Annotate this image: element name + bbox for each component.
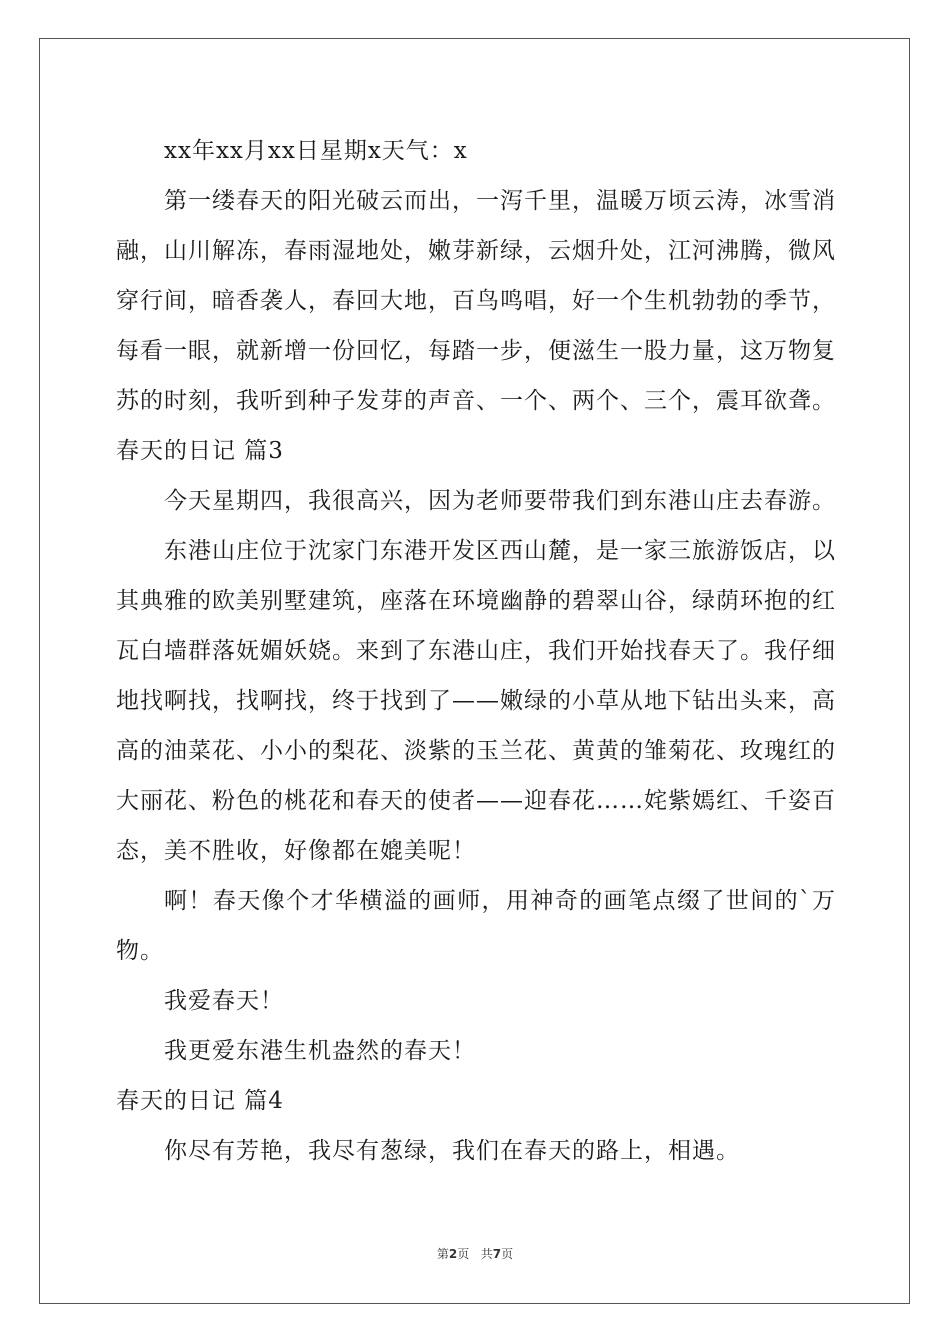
paragraph-donggang-villa: 东港山庄位于沈家门东港开发区西山麓，是一家三旅游饭店，以其典雅的欧美别墅建筑，座落在环境幽静的碧翠山谷，绿荫环抱的红瓦白墙群落妩媚妖娆。来到了东港山庄，我们开始找春天了。我仔细地找啊找，找啊找，终于找到了——嫩绿的小草从地下钻出头来，高高的油菜花、小小的梨花、淡紫的玉兰花、黄黄的雏菊花、玫瑰红的大丽花、粉色的桃花和春天的使者——迎春花……姹紫嫣红、千姿百态，美不胜收，好像都在媲美呢！ <box>116 538 836 864</box>
paragraph-spring-outing: 今天星期四，我很高兴，因为老师要带我们到东港山庄去春游。 <box>164 488 836 514</box>
section-heading-4: 春天的日记 篇4 <box>116 1088 284 1114</box>
footer-suffix: 页 <box>501 1247 514 1261</box>
total-pages-number: 7 <box>492 1247 502 1261</box>
paragraph-love-donggang-spring: 我更爱东港生机盎然的春天！ <box>164 1038 476 1064</box>
document-body <box>116 126 836 1176</box>
diary-date-line: xx年xx月xx日星期x天气：x <box>164 138 468 164</box>
current-page-number: 2 <box>448 1247 458 1261</box>
paragraph-meet-on-spring-road: 你尽有芳艳，我尽有葱绿，我们在春天的路上，相遇。 <box>164 1138 740 1164</box>
paragraph-spring-painter: 啊！春天像个才华横溢的画师，用神奇的画笔点缀了世间的`万物。 <box>116 888 836 964</box>
footer-middle: 页 共 <box>457 1247 493 1261</box>
paragraph-love-spring: 我爱春天！ <box>164 988 284 1014</box>
paragraph-spring-sunlight: 第一缕春天的阳光破云而出，一泻千里，温暖万顷云涛，冰雪消融，山川解冻，春雨湿地处，嫩芽新绿，云烟升处，江河沸腾，微风穿行间，暗香袭人，春回大地，百鸟鸣唱，好一个生机勃勃的季节，每看一眼，就新增一份回忆，每踏一步，便滋生一股力量，这万物复苏的时刻，我听到种子发芽的声音、一个、两个、三个，震耳欲聋。 <box>116 188 836 414</box>
section-heading-3: 春天的日记 篇3 <box>116 438 284 464</box>
page-footer <box>0 1246 950 1262</box>
footer-prefix: 第 <box>436 1247 449 1261</box>
